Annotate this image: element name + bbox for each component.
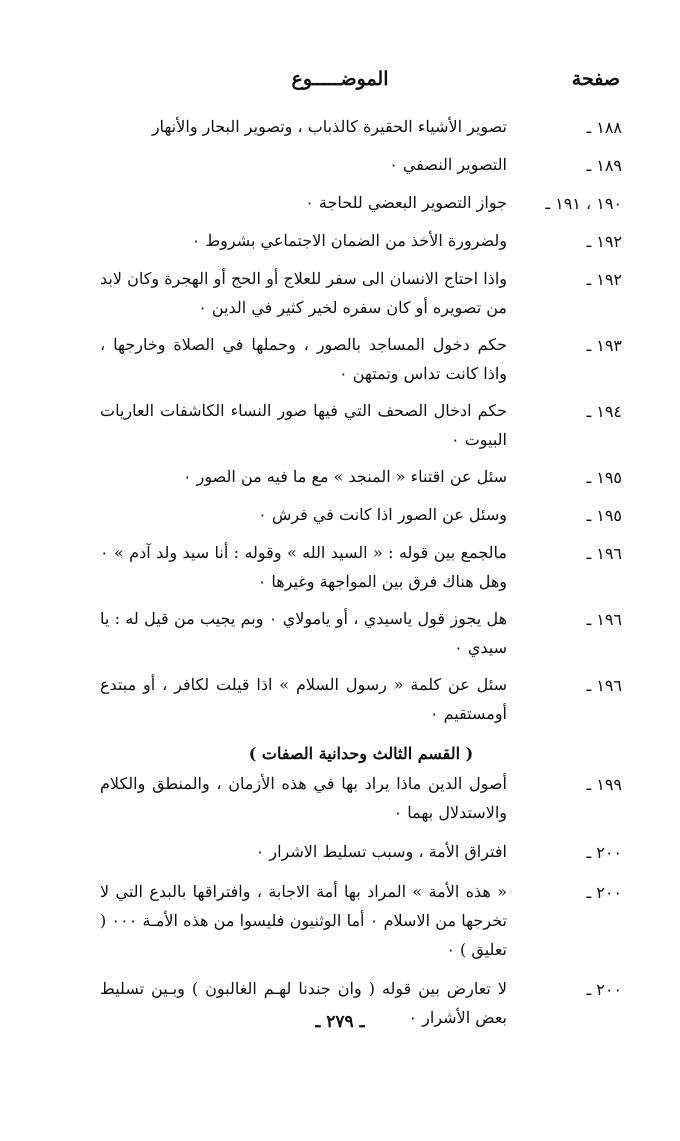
entry-text: أصول الدين ماذا يراد بها في هذه الأزمان ، والمنطق والكلام والاستدلال بهما ٠ (100, 774, 507, 822)
entry-page-number: ١٩٠ ، ١٩١ ـ (545, 194, 622, 213)
toc-entry (100, 462, 622, 492)
entry-text: حكم دخول المساجد بالصور ، وحملها في الصلاة وخارجها ، واذا كانت تداس وتمتهن ٠ (100, 335, 507, 383)
entry-page-number: ١٩٦ ـ (586, 676, 622, 695)
toc-entry (100, 837, 622, 867)
entry-text: تصوير الأشياء الحقيرة كالذباب ، وتصوير البحار والأنهار (151, 117, 507, 136)
toc-entry (100, 670, 622, 728)
entry-text: وسئل عن الصور اذا كانت في فرش ٠ (258, 505, 507, 524)
entry-page-number: ١٩٥ ـ (586, 506, 622, 525)
entry-page-number: ٢٠٠ ـ (586, 980, 622, 999)
entry-page-number: ١٩٥ ـ (586, 468, 622, 487)
entry-text: سئل عن كلمة « رسول السلام » اذا قيلت لكافر ، أو مبتدع أومستقيم ٠ (100, 675, 507, 723)
page-number: ـ ٢٧٩ ـ (315, 1012, 365, 1032)
entry-page-number: ١٩٢ ـ (586, 270, 622, 289)
toc-entry (100, 500, 622, 530)
entry-group-after (100, 769, 622, 1032)
entry-text: التصوير النصفي ٠ (389, 155, 507, 174)
entry-page-number: ١٩٩ ـ (586, 775, 622, 794)
toc-entry (100, 264, 622, 322)
entry-page-number: ١٩٤ ـ (586, 402, 622, 421)
entry-text: سئل عن اقتناء « المنجد » مع ما فيه من الصور ٠ (183, 467, 507, 486)
toc-entry (100, 112, 622, 142)
entry-text: ولضرورة الأخذ من الضمان الاجتماعي بشروط ٠ (191, 231, 507, 250)
entry-page-number: ١٩٦ ـ (586, 544, 622, 563)
entry-text: جواز التصوير البعضي للحاجة ٠ (305, 193, 507, 212)
entry-text: « هذه الأمة » المراد بها أمة الاجابة ، وافتراقها بالبدع التي لا تخرجها من الاسلام ٠ أما الوثنيون فليسوا من هذه الأمـة ٠٠٠ ( تعليق ) ٠ (100, 882, 508, 959)
entry-page-number: ٢٠٠ ـ (586, 843, 622, 862)
entry-group-before (100, 112, 622, 728)
toc-entry (100, 877, 622, 964)
entry-page-number: ١٨٩ ـ (586, 156, 622, 175)
toc-entry (100, 330, 622, 388)
entry-text: واذا احتاج الانسان الى سفر للعلاج أو الحج أو الهجرة وكان لابد من تصويره أو كان سفره لخير كثير في الدين ٠ (100, 269, 507, 317)
entry-text: مالجمع بين قوله : « السيد الله » وقوله : أنا سيد ولد آدم » ٠ وهل هناك فرق بين المواجهة وغيرها ٠ (100, 543, 507, 591)
entry-page-number: ١٩٦ ـ (586, 610, 622, 629)
topic-column-header: الموضـــــوع (291, 68, 389, 90)
entry-text: هل يجوز قول ياسيدي ، أو يامولاي ٠ وبم يجيب من قيل له : يا سيدي ٠ (100, 609, 508, 657)
entry-text: لا تعارض بين قوله ( وان جندنا لهـم الغالبون ) وبـين تسليط بعض الأشرار ٠ (100, 979, 507, 1027)
entry-page-number: ١٩٢ ـ (586, 232, 622, 251)
toc-entry (100, 226, 622, 256)
toc-entry (100, 769, 622, 827)
entry-page-number: ٢٠٠ ـ (586, 883, 622, 902)
toc-entries (100, 112, 622, 1042)
toc-entry (100, 188, 622, 218)
toc-entry (100, 604, 622, 662)
toc-entry (100, 396, 622, 454)
entry-page-number: ١٨٨ ـ (586, 118, 622, 137)
page-column-header: صفحة (571, 68, 620, 90)
entry-text: افتراق الأمة ، وسبب تسليط الاشرار ٠ (255, 842, 507, 861)
toc-entry (100, 538, 622, 596)
entry-page-number: ١٩٣ ـ (586, 336, 622, 355)
section-heading: ( القسم الثالث وحدانية الصفات ) (248, 744, 474, 763)
entry-text: حكم ادخال الصحف التي فيها صور النساء الكاشفات العاريات البيوت ٠ (100, 401, 507, 449)
toc-entry (100, 150, 622, 180)
